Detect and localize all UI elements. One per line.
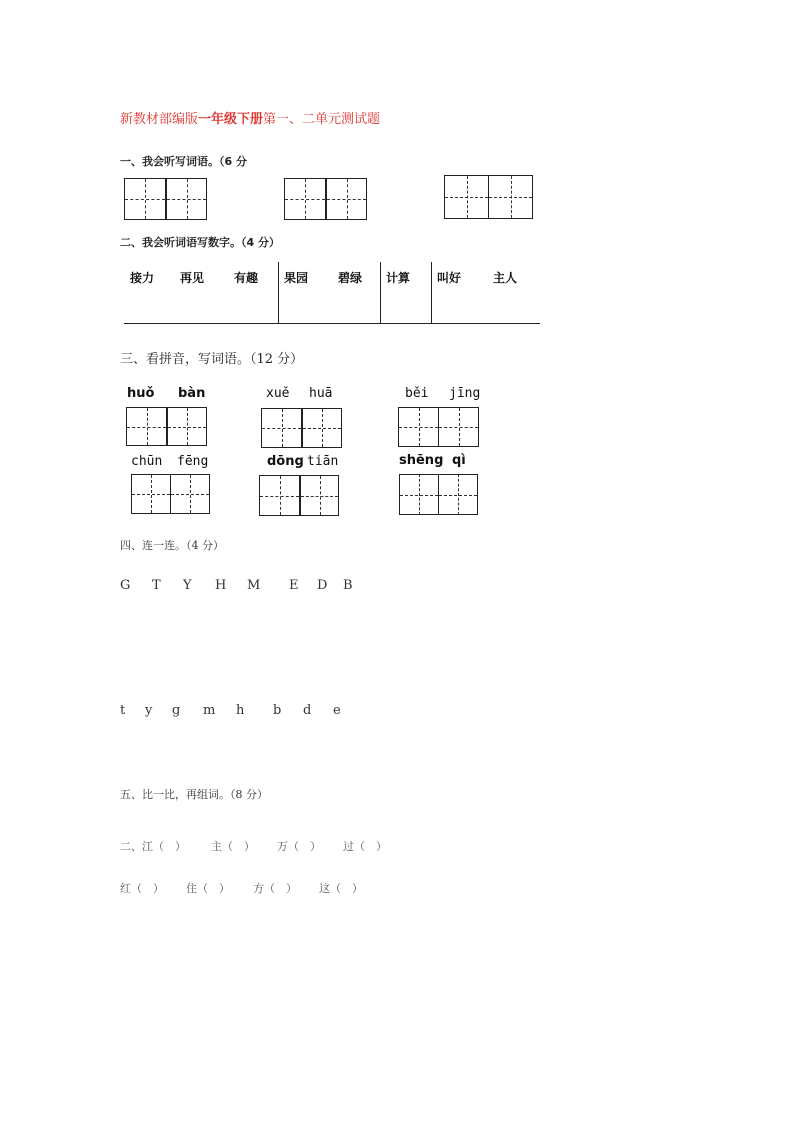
writing-cell[interactable]: [399, 474, 439, 515]
compare-row1-item4[interactable]: 过（ ）: [343, 840, 387, 853]
writing-cell[interactable]: [488, 175, 533, 219]
writing-cell[interactable]: [444, 175, 489, 219]
title-bold: 一年级下册: [198, 112, 264, 127]
upper-letter[interactable]: M: [247, 578, 261, 593]
title-suffix: 第一、二单元测试题: [263, 112, 381, 127]
writing-cell[interactable]: [170, 474, 210, 514]
writing-cell[interactable]: [259, 475, 300, 516]
section4-heading: 四、连一连。（4 分）: [120, 539, 224, 552]
pinyin-grid-6[interactable]: [399, 474, 478, 515]
compare-row1-item3[interactable]: 万（ ）: [277, 840, 321, 853]
upper-letter[interactable]: G: [120, 578, 131, 593]
writing-cell[interactable]: [299, 475, 339, 516]
pinyin-5b: tiān: [307, 454, 339, 469]
pinyin-grid-4[interactable]: [131, 474, 210, 514]
upper-letter[interactable]: T: [152, 578, 161, 593]
pinyin-6a: shēng: [399, 453, 444, 468]
writing-cell[interactable]: [261, 408, 302, 448]
compare-row2-item1[interactable]: 红（ ）: [120, 882, 164, 895]
uppercase-letters: [120, 578, 353, 593]
upper-letter[interactable]: Y: [183, 578, 192, 593]
pinyin-3a: běi: [405, 386, 429, 401]
pinyin-4a: chūn: [131, 454, 163, 469]
compare-row2-item3[interactable]: 方（ ）: [253, 882, 297, 895]
section5-heading: 五、比一比，再组词。（8 分）: [120, 788, 268, 801]
lower-letter[interactable]: b: [273, 703, 282, 718]
page-title: [120, 108, 380, 127]
pinyin-grid-2[interactable]: [261, 408, 342, 448]
pinyin-grid-5[interactable]: [259, 475, 339, 516]
section1-heading: 一、我会听写词语。（6 分: [120, 155, 247, 168]
column-divider: [380, 262, 381, 323]
pinyin-grid-3[interactable]: [398, 407, 479, 447]
pinyin-1b: bàn: [178, 386, 206, 401]
column-divider: [431, 262, 432, 323]
grid-bottom-line: [399, 514, 478, 515]
answer-line: [124, 323, 540, 324]
lowercase-letters: [120, 703, 341, 718]
word-2: 再见: [180, 271, 205, 285]
word-5: 碧绿: [338, 271, 363, 285]
writing-grid-2[interactable]: [284, 178, 367, 220]
pinyin-5a: dōng: [267, 454, 304, 469]
writing-cell[interactable]: [325, 178, 367, 220]
upper-letter[interactable]: H: [215, 578, 227, 593]
lower-letter[interactable]: y: [145, 703, 153, 718]
pinyin-6b: qì: [452, 453, 466, 468]
writing-grid-3[interactable]: [444, 175, 533, 219]
lower-letter[interactable]: m: [203, 703, 216, 718]
pinyin-2b: huā: [309, 386, 333, 401]
word-6: 计算: [386, 271, 411, 285]
section3-heading: 三、看拼音，写词语。（12 分）: [120, 352, 304, 367]
compare-row1-item2[interactable]: 主（ ）: [211, 840, 255, 853]
upper-letter[interactable]: D: [317, 578, 328, 593]
pinyin-3b: jīng: [449, 386, 481, 401]
lower-letter[interactable]: t: [120, 703, 126, 718]
writing-cell[interactable]: [166, 407, 207, 446]
lower-letter[interactable]: g: [172, 703, 181, 718]
upper-letter[interactable]: E: [289, 578, 299, 593]
section2-heading: 二、我会听词语写数字。（4 分）: [120, 236, 280, 249]
writing-cell[interactable]: [398, 407, 439, 447]
writing-cell[interactable]: [126, 407, 167, 446]
pinyin-2a: xuě: [266, 386, 290, 401]
word-1: 接力: [130, 271, 155, 285]
compare-row2-item2[interactable]: 住（ ）: [186, 882, 230, 895]
column-divider: [278, 262, 279, 323]
writing-cell[interactable]: [438, 407, 479, 447]
writing-cell[interactable]: [124, 178, 166, 220]
writing-cell[interactable]: [301, 408, 342, 448]
writing-cell[interactable]: [131, 474, 171, 514]
word-8: 主人: [493, 271, 518, 285]
pinyin-1a: huǒ: [127, 386, 155, 401]
lower-letter[interactable]: e: [333, 703, 341, 718]
lower-letter[interactable]: h: [236, 703, 245, 718]
lower-letter[interactable]: d: [303, 703, 312, 718]
grid-top-line: [399, 474, 478, 475]
writing-cell[interactable]: [284, 178, 326, 220]
word-7: 叫好: [437, 271, 462, 285]
title-prefix: 新教材部编版: [120, 112, 199, 127]
writing-grid-1[interactable]: [124, 178, 207, 220]
compare-row2-item4[interactable]: 这（ ）: [319, 882, 363, 895]
compare-row1-item1[interactable]: 二、江（ ）: [120, 840, 186, 853]
word-3: 有趣: [234, 271, 259, 285]
pinyin-4b: fēng: [177, 454, 209, 469]
pinyin-grid-1[interactable]: [126, 407, 207, 446]
word-4: 果园: [284, 271, 309, 285]
writing-cell[interactable]: [165, 178, 207, 220]
upper-letter[interactable]: B: [343, 578, 353, 593]
writing-cell[interactable]: [438, 474, 478, 515]
